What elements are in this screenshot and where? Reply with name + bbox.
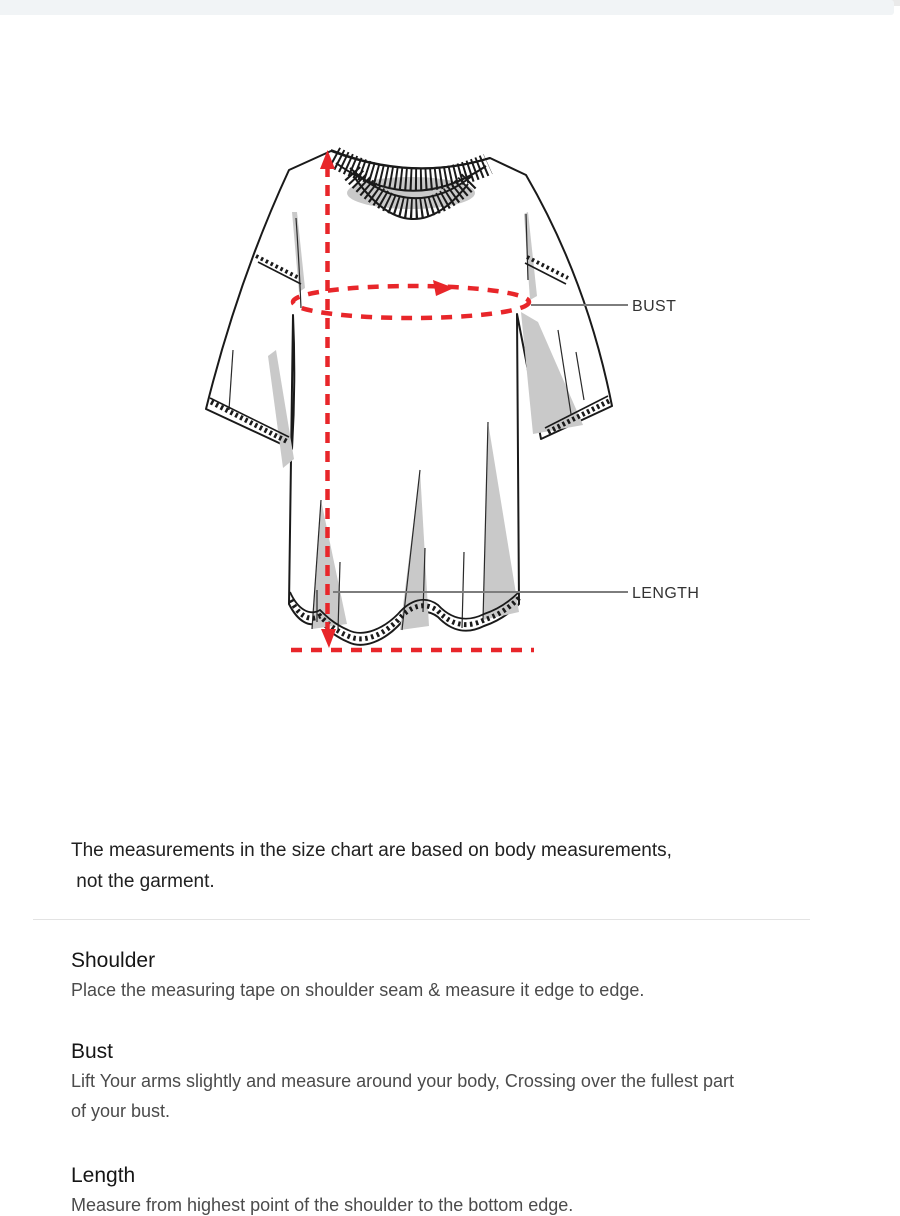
shoulder-description: Place the measuring tape on shoulder seam & measure it edge to edge. xyxy=(71,980,645,1000)
shoulder-title: Shoulder xyxy=(71,949,156,972)
section-bust xyxy=(71,1038,900,1127)
note-line-1: The measurements in the size chart are based on body measurements, xyxy=(71,840,672,861)
bust-title: Bust xyxy=(71,1039,114,1063)
length-description: Measure from highest point of the shoulder to the bottom edge. xyxy=(71,1194,574,1215)
bust-description: Lift Your arms slightly and measure around your body, Crossing over the fullest part of your bust. xyxy=(71,1070,735,1121)
length-label: LENGTH xyxy=(632,585,700,602)
thin-divider xyxy=(33,919,810,920)
length-title: Length xyxy=(71,1163,136,1187)
bust-label: BUST xyxy=(632,298,677,315)
measurement-sections xyxy=(0,947,900,1216)
section-divider-band xyxy=(0,0,894,15)
note-text xyxy=(71,835,900,897)
note-line-2: not the garment. xyxy=(71,871,215,892)
length-arrow-down xyxy=(321,629,336,648)
section-shoulder xyxy=(71,947,900,1006)
measurement-guide-content xyxy=(0,785,900,1216)
section-length xyxy=(71,1162,900,1216)
